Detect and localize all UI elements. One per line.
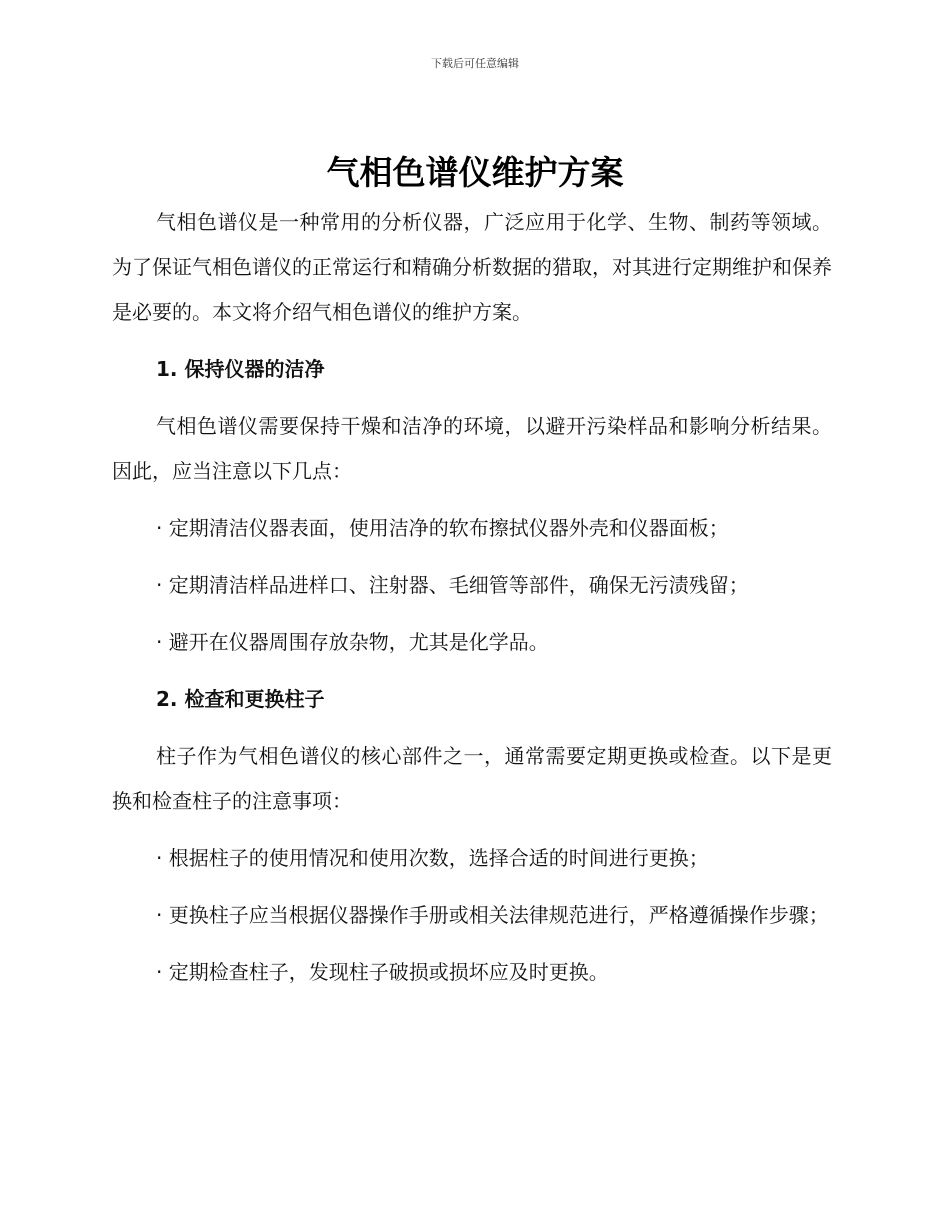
- bullet-item-2-3: · 定期检查柱子，发现柱子破损或损坏应及时更换。: [156, 960, 609, 984]
- document-title: 气相色谱仪维护方案: [326, 153, 624, 192]
- bullet-item-2-1: · 根据柱子的使用情况和使用次数，选择合适的时间进行更换；: [156, 846, 709, 870]
- spacer: [112, 335, 832, 347]
- spacer: [112, 938, 832, 950]
- spacer: [112, 551, 832, 563]
- section-paragraph-2: 柱子作为气相色谱仪的核心部件之一，通常需要定期更换或检查。以下是更换和检查柱子的注意事项：: [112, 744, 832, 813]
- spacer: [112, 608, 832, 620]
- spacer: [112, 722, 832, 734]
- section-heading-2: 2. 检查和更换柱子: [156, 687, 325, 711]
- bullet-item-1-3: · 避开在仪器周围存放杂物，尤其是化学品。: [156, 630, 549, 654]
- spacer: [112, 881, 832, 893]
- bullet-item-1-1: · 定期清洁仪器表面，使用洁净的软布擦拭仪器外壳和仪器面板；: [156, 516, 729, 540]
- spacer: [112, 665, 832, 677]
- header-note: 下载后可任意编辑: [431, 57, 519, 70]
- document-body: [112, 200, 832, 995]
- spacer: [112, 392, 832, 404]
- bullet-item-2-2: · 更换柱子应当根据仪器操作手册或相关法律规范进行，严格遵循操作步骤；: [156, 903, 829, 927]
- section-paragraph-1: 气相色谱仪需要保持干燥和洁净的环境，以避开污染样品和影响分析结果。因此，应当注意以下几点：: [112, 414, 832, 483]
- spacer: [112, 824, 832, 836]
- bullet-item-1-2: · 定期清洁样品进样口、注射器、毛细管等部件，确保无污渍残留；: [156, 573, 749, 597]
- spacer: [112, 494, 832, 506]
- section-heading-1: 1. 保持仪器的洁净: [156, 357, 325, 381]
- intro-paragraph: 气相色谱仪是一种常用的分析仪器，广泛应用于化学、生物、制药等领域。为了保证气相色谱仪的正常运行和精确分析数据的猎取，对其进行定期维护和保养是必要的。本文将介绍气相色谱仪的维护方案。: [112, 210, 832, 324]
